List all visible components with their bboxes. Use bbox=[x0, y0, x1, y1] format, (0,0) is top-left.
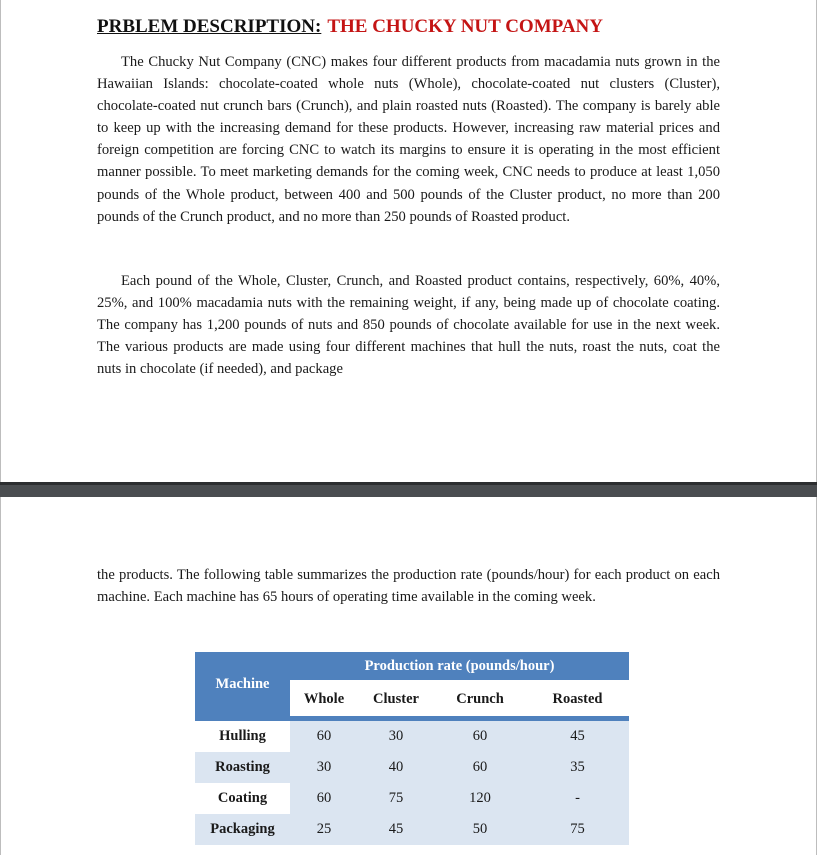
column-header-roasted: Roasted bbox=[552, 690, 603, 707]
machine-header: Machine bbox=[195, 652, 290, 716]
row-label: Hulling bbox=[195, 721, 290, 752]
page-separator bbox=[0, 482, 817, 497]
production-rate-table bbox=[195, 652, 629, 845]
row-label: Packaging bbox=[195, 814, 290, 845]
document-page-2 bbox=[0, 497, 817, 855]
table-row bbox=[195, 721, 629, 752]
table-cell: 60 bbox=[434, 752, 526, 783]
production-rate-header: Production rate (pounds/hour) bbox=[290, 652, 629, 681]
table-cell: 75 bbox=[358, 783, 434, 814]
table-cell: 60 bbox=[290, 783, 358, 814]
paragraph-1: The Chucky Nut Company (CNC) makes four different products from macadamia nuts grown in the Hawaiian Islands: chocolate-coated whole nuts (Whole), chocolate-coated nut clusters (Cluster), chocolate-coated nut crunch bars (Crunch), and plain roasted nuts (Roasted). The company is barely able to keep up with the increasing demand for these products. However, increasing raw material prices and foreign competition are forcing CNC to watch its margins to ensure it is operating in the most efficient manner possible. To meet marketing demands for the coming week, CNC needs to produce at least 1,050 pounds of the Whole product, between 400 and 500 pounds of the Cluster product, no more than 200 pounds of the Crunch product, and no more than 250 pounds of Roasted product. bbox=[97, 54, 720, 225]
problem-title bbox=[97, 16, 603, 38]
table-cell: 45 bbox=[526, 721, 629, 752]
title-label: PRBLEM DESCRIPTION: bbox=[97, 16, 322, 37]
row-label: Coating bbox=[195, 783, 290, 814]
table-cell: 45 bbox=[358, 814, 434, 845]
column-header-crunch: Crunch bbox=[456, 690, 504, 707]
paragraph-3: the products. The following table summarizes the production rate (pounds/hour) for each product on each machine. Each machine has 65 hours of operating time available in the coming week. bbox=[97, 567, 720, 606]
table-row bbox=[195, 814, 629, 845]
table-cell: 30 bbox=[290, 752, 358, 783]
table-cell: 30 bbox=[358, 721, 434, 752]
table-cell: 75 bbox=[526, 814, 629, 845]
table-cell: 50 bbox=[434, 814, 526, 845]
table-cell: 60 bbox=[290, 721, 358, 752]
table-row bbox=[195, 783, 629, 814]
column-header-cluster: Cluster bbox=[373, 690, 419, 707]
column-header-whole: Whole bbox=[303, 690, 345, 707]
table-cell: 60 bbox=[434, 721, 526, 752]
table-cell: 35 bbox=[526, 752, 629, 783]
table-cell: 40 bbox=[358, 752, 434, 783]
table-cell: - bbox=[526, 783, 629, 814]
paragraph-2: Each pound of the Whole, Cluster, Crunch, and Roasted product contains, respectively, 60%, 40%, 25%, and 100% macadamia nuts with the remaining weight, if any, being made up of chocolate coating. The company has 1,200 pounds of nuts and 850 pounds of chocolate available for use in the next week. The various products are made using four different machines that hull the nuts, roast the nuts, coat the nuts in chocolate (if needed), and package bbox=[97, 273, 720, 378]
company-name: THE CHUCKY NUT COMPANY bbox=[327, 16, 604, 37]
table-cell: 120 bbox=[434, 783, 526, 814]
row-label: Roasting bbox=[195, 752, 290, 783]
table-row bbox=[195, 752, 629, 783]
table-cell: 25 bbox=[290, 814, 358, 845]
